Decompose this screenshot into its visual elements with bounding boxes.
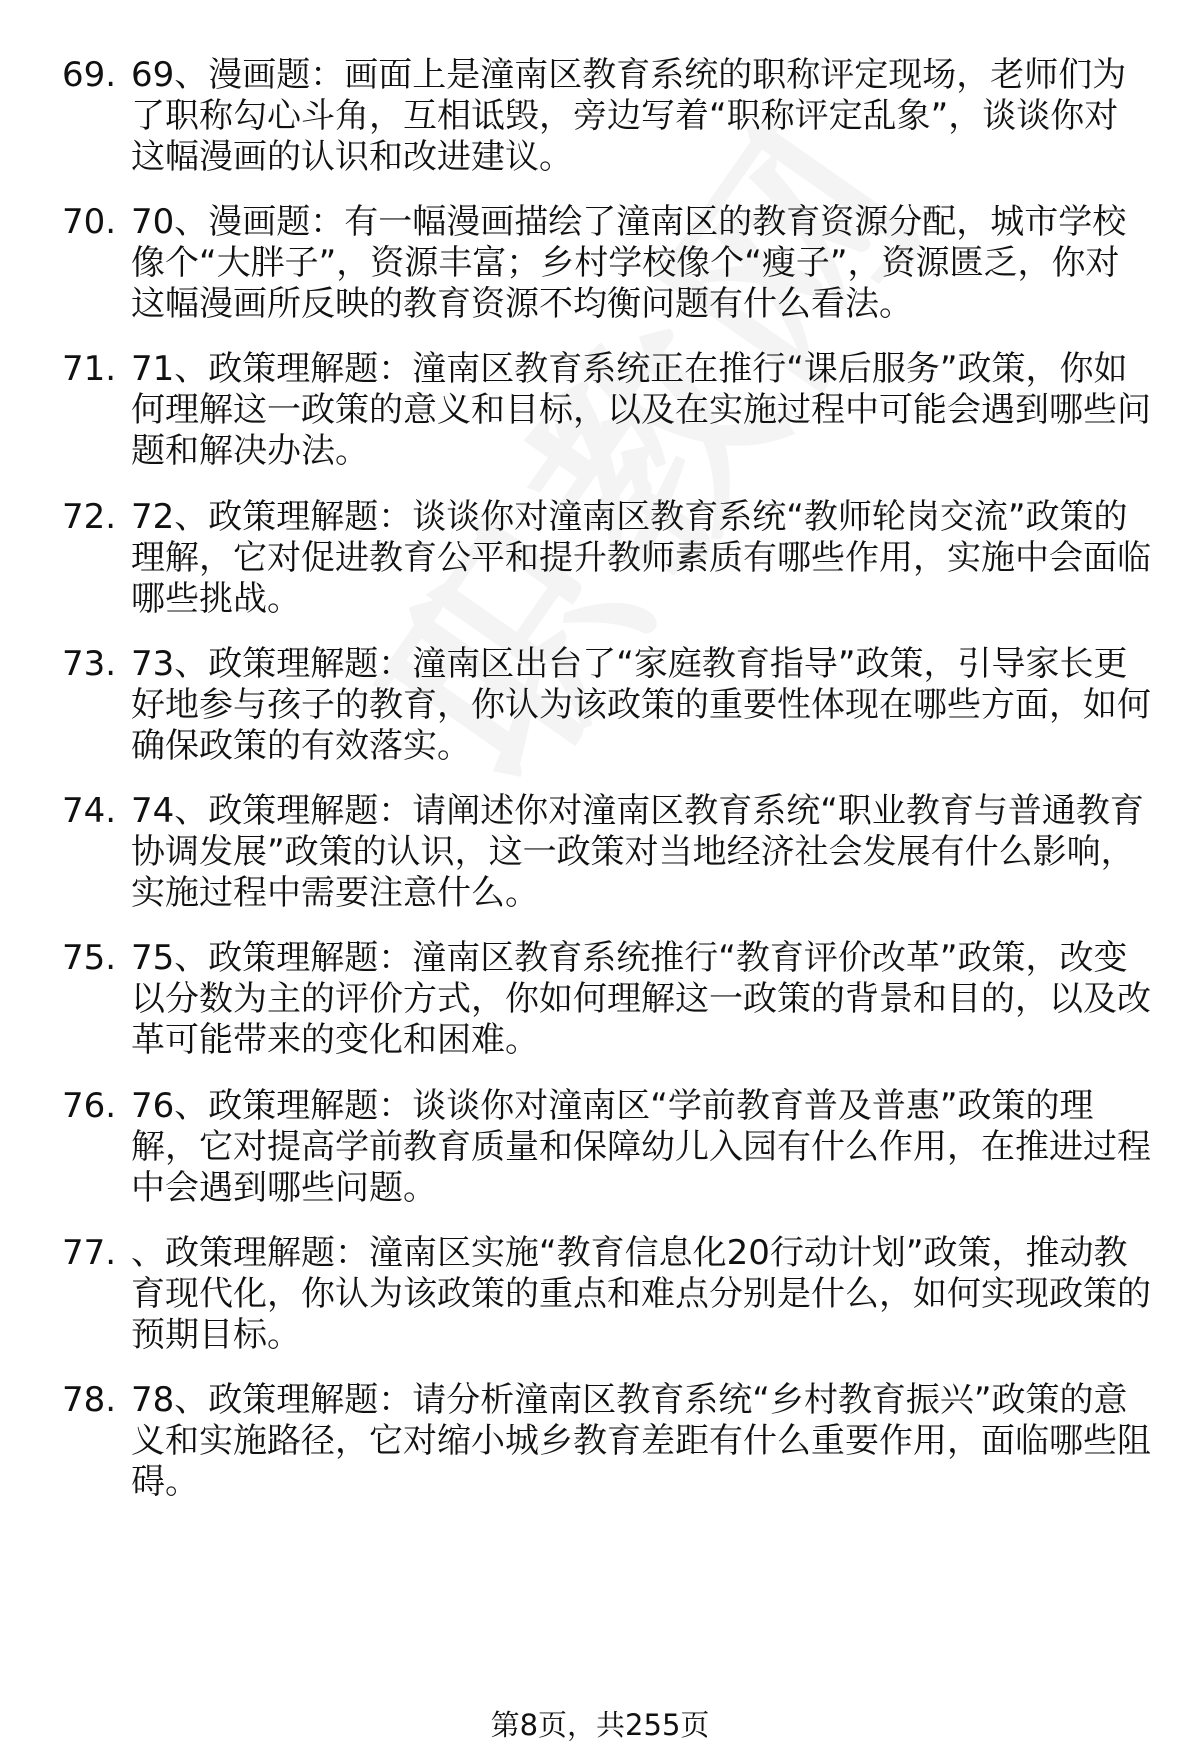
question-number: 69. <box>62 55 117 95</box>
question-number: 70. <box>62 202 117 242</box>
question-number: 73. <box>62 644 117 684</box>
question-number: 74. <box>62 791 117 831</box>
question-text: 70、漫画题：有一幅漫画描绘了潼南区的教育资源分配，城市学校像个“大胖子”，资源丰富；乡村学校像个“瘦子”，资源匮乏，你对这幅漫画所反映的教育资源不均衡问题有什么看法。 <box>131 202 1127 324</box>
question-number: 71. <box>62 349 117 389</box>
question-item <box>0 791 1200 917</box>
question-item <box>0 349 1200 475</box>
question-item <box>0 644 1200 770</box>
question-number: 75. <box>62 938 117 978</box>
question-text: 71、政策理解题：潼南区教育系统正在推行“课后服务”政策，你如何理解这一政策的意义和目标，以及在实施过程中可能会遇到哪些问题和解决办法。 <box>131 349 1151 471</box>
question-text: 72、政策理解题：谈谈你对潼南区教育系统“教师轮岗交流”政策的理解，它对促进教育公平和提升教师素质有哪些作用，实施中会面临哪些挑战。 <box>131 497 1151 619</box>
question-item <box>0 1380 1200 1506</box>
question-text: 69、漫画题：画面上是潼南区教育系统的职称评定现场，老师们为了职称勾心斗角，互相诋毁，旁边写着“职称评定乱象”，谈谈你对这幅漫画的认识和改进建议。 <box>131 55 1127 177</box>
question-item <box>0 202 1200 328</box>
question-item <box>0 1086 1200 1212</box>
question-text: 74、政策理解题：请阐述你对潼南区教育系统“职业教育与普通教育协调发展”政策的认识，这一政策对当地经济社会发展有什么影响，实施过程中需要注意什么。 <box>131 791 1144 913</box>
question-item <box>0 55 1200 181</box>
question-number: 77. <box>62 1233 117 1273</box>
question-text: 76、政策理解题：谈谈你对潼南区“学前教育普及普惠”政策的理解，它对提高学前教育质量和保障幼儿入园有什么作用，在推进过程中会遇到哪些问题。 <box>131 1086 1151 1208</box>
question-item <box>0 497 1200 623</box>
question-text: 75、政策理解题：潼南区教育系统推行“教育评价改革”政策，改变以分数为主的评价方式，你如何理解这一政策的背景和目的，以及改革可能带来的变化和困难。 <box>131 938 1151 1060</box>
question-item <box>0 938 1200 1064</box>
question-text: 78、政策理解题：请分析潼南区教育系统“乡村教育振兴”政策的意义和实施路径，它对缩小城乡教育差距有什么重要作用，面临哪些阻碍。 <box>131 1380 1151 1502</box>
question-text: 、政策理解题：潼南区实施“教育信息化20行动计划”政策，推动教育现代化，你认为该政策的重点和难点分别是什么，如何实现政策的预期目标。 <box>131 1233 1151 1355</box>
question-number: 76. <box>62 1086 117 1126</box>
page-footer: 第8页，共255页 <box>490 1708 710 1742</box>
question-item <box>0 1233 1200 1359</box>
question-text: 73、政策理解题：潼南区出台了“家庭教育指导”政策，引导家长更好地参与孩子的教育，你认为该政策的重要性体现在哪些方面，如何确保政策的有效落实。 <box>131 644 1151 766</box>
question-number: 72. <box>62 497 117 537</box>
question-number: 78. <box>62 1380 117 1420</box>
